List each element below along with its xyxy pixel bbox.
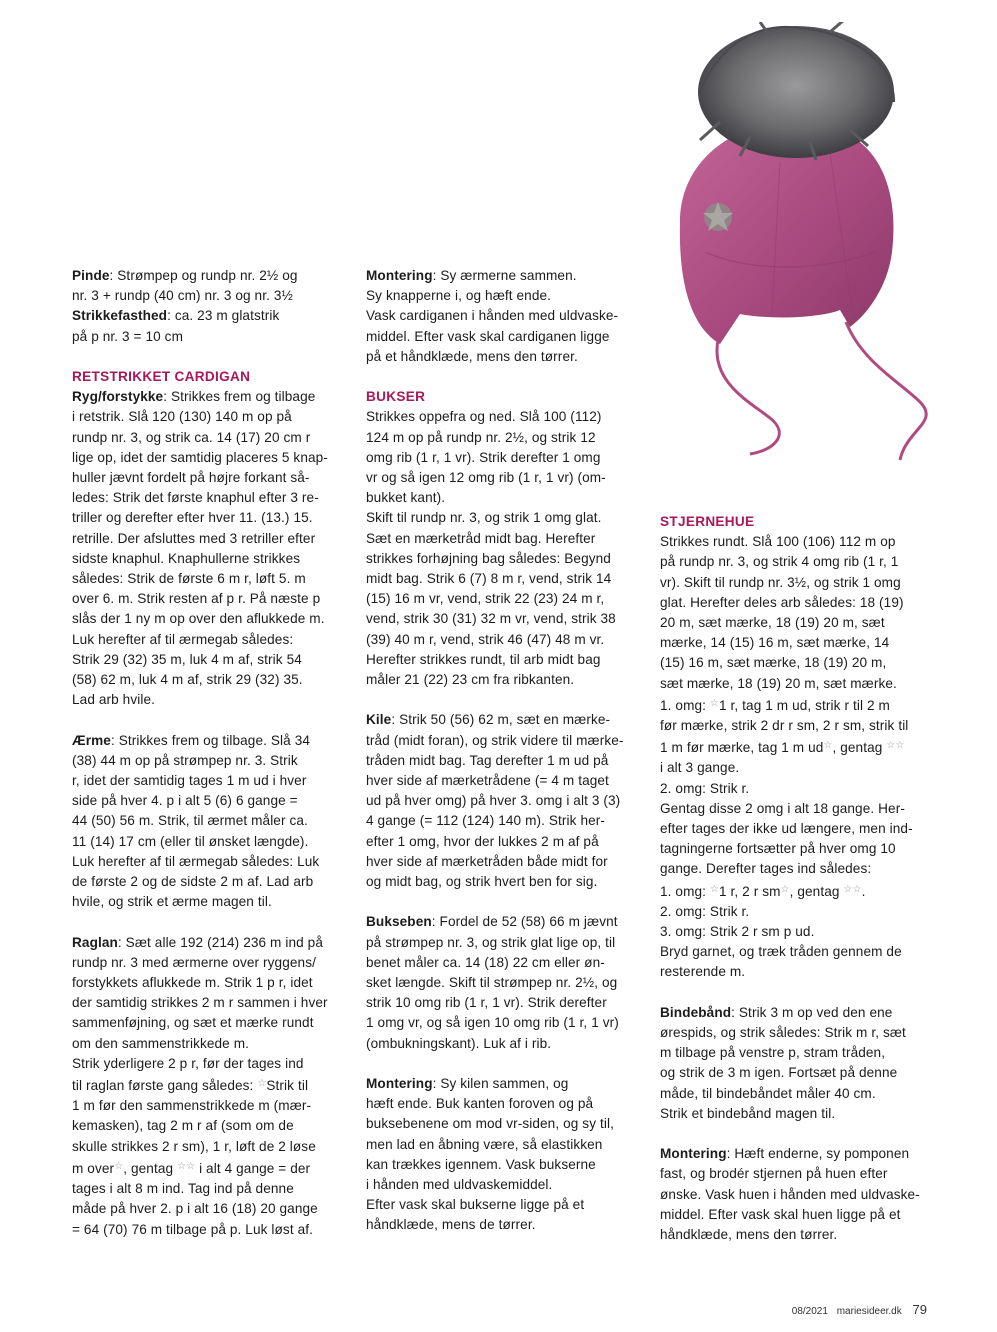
- website: mariesideer.dk: [836, 1306, 902, 1317]
- column-2: [366, 266, 638, 1256]
- aerme-paragraph: [72, 731, 350, 913]
- montering-label: Montering: [366, 268, 433, 283]
- page-footer: [792, 1302, 927, 1317]
- montering-text: : Sy ærmerne sammen. Sy knapperne i, og hæft ende. Vask cardiganen i hånden med uldvaske- middel. Efter vask skal cardiganen ligge på et håndklæde, mens den tørrer.: [366, 268, 619, 364]
- bukser-intro: Strikkes oppefra og ned. Slå 100 (112) 124 m op på rundp nr. 2½, og strik 12 omg rib (1 r, 1 vr). Strik derefter 1 omg vr og så igen 12 omg rib (1 r, 1 vr) (om- bukket kant). Skift til rundp nr. 3, og strik 1 omg glat. Sæt en mærketråd midt bag. Herefter strikkes forhøjning bag således: Begynd midt bag. Strik 6 (7) 8 m r, vend, strik 14 (15) 16 m vr, vend, strik 22 (23) 24 m r, vend, strik 30 (31) 32 m vr, vend, strik 38 (39) 40 m r, vend, strik 46 (47) 48 m vr. Herefter strikkes rundt, til arb midt bag måler 21 (22) 23 cm fra ribkanten.: [366, 409, 616, 688]
- raglan-paragraph: [72, 933, 350, 1240]
- cardigan-heading: RETSTRIKKET CARDIGAN: [72, 369, 251, 384]
- stjernehue-heading: STJERNEHUE: [660, 514, 755, 529]
- pompom: [698, 22, 894, 160]
- ryg-paragraph: [72, 387, 350, 710]
- montering-label: Montering: [660, 1146, 727, 1162]
- omg-text: .: [861, 883, 866, 899]
- hue-montering-paragraph: [660, 1144, 935, 1245]
- montering-label: Montering: [366, 1076, 433, 1092]
- double-star-icon: ☆☆: [843, 883, 862, 895]
- bindebaand-label: Bindebånd: [660, 1004, 732, 1020]
- aerme-text: : Strikkes frem og tilbage. Slå 34 (38) 44 m op på strømpep nr. 3. Strik r, idet der samtidig tages 1 m ud i hver side på hver 4. p i alt 5 (6) 6 gange = 44 (50) 56 m. Strik, til ærmet måler ca. 11 (14) 17 cm (eller til ønsket længde). Luk herefter af til ærmegab således: Luk de første 2 og de sidste 2 m af. Lad arb hvile, og strik et ærme magen til.: [72, 732, 320, 910]
- bukseben-paragraph: [366, 912, 638, 1053]
- cardigan-montering-paragraph: [366, 266, 638, 367]
- hat-tie-left: [717, 340, 779, 454]
- omg-text: , gentag: [789, 883, 844, 899]
- column-1: [72, 266, 350, 1260]
- kile-label: Kile: [366, 712, 392, 728]
- ryg-label: Ryg/forstykke: [72, 389, 164, 405]
- omg-text: 2. omg: Strik r.: [660, 780, 750, 796]
- raglan-text: Strik til 1 m før den sammenstrikkede m (mær- kemasken), tag 2 m r af (som om de skulle strikkes 2 r sm), 1 r, løft de 2 løse m over: [72, 1078, 316, 1176]
- materials-paragraph: [72, 266, 350, 347]
- bukser-heading: BUKSER: [366, 389, 426, 405]
- page-number: 79: [912, 1302, 927, 1317]
- omg-text: 3. omg: Strik 2 r sm p ud.: [660, 924, 815, 940]
- omg-text: , gentag: [832, 740, 887, 756]
- double-star-icon: ☆☆: [886, 740, 905, 752]
- raglan-text: , gentag: [123, 1160, 178, 1176]
- bryd-text: Bryd garnet, og træk tråden gennem de resterende m.: [660, 944, 902, 980]
- star-icon: ☆: [257, 1078, 267, 1090]
- omg-text: 1 r, 2 r sm: [719, 883, 781, 899]
- omg-text: 1 r, tag 1 m ud, strik r til 2 m før mærke, strik 2 dr r sm, 2 r sm, strik til 1 m før mærke, tag 1 m ud: [660, 697, 909, 756]
- fasthed-label: Strikkefasthed: [72, 308, 168, 324]
- issue-date: 08/2021: [791, 1306, 828, 1317]
- star-icon: ☆: [709, 883, 719, 895]
- bindebaand-paragraph: [660, 1003, 935, 1124]
- bukseben-text: : Fordel de 52 (58) 66 m jævnt på strømpep nr. 3, og strik glat lige op, til benet måler ca. 14 (18) 22 cm eller øn- sket længde. Skift til strømpep nr. 2½, og strik 10 omg rib (1 r, 1 vr). Strik derefter 1 omg vr, og så igen 10 omg rib (1 r, 1 vr) (ombukningskant). Luk af i rib.: [366, 914, 619, 1051]
- stjernehue-pattern: [660, 532, 935, 982]
- omg-text: 1. omg:: [660, 697, 710, 713]
- ryg-text: : Strikkes frem og tilbage i retstrik. Slå 120 (130) 140 m op på rundp nr. 3, og strik ca. 14 (17) 20 cm r lige op, idet der samtidig placeres 5 knap- huller jævnt fordelt på højre forkant så- ledes: Strik det første knaphul efter 3 re- triller og derefter efter hver 11. (13.) 15. retrille. Der afsluttes med 3 retriller efter sidste knaphul. Knaphullerne strikkes således: Strik de første 6 m r, løft 5. m over 6. m. Strik resten af p r. På næste p slås der 1 ny m op over den aflukkede m. Luk herefter af til ærmegab således: Strik 29 (32) 35 m, luk 4 m af, strik 54 (58) 62 m, luk 4 m af, strik 29 (32) 35. Lad arb hvile.: [72, 389, 328, 708]
- stjernehue-intro: Strikkes rundt. Slå 100 (106) 112 m op på rundp nr. 3, og strik 4 omg rib (1 r, 1 vr). Skift til rundp nr. 3½, og strik 1 omg glat. Herefter deles arb således: 18 (19) 20 m, sæt mærke, 18 (19) 20 m, sæt mærke, 14 (15) 16 m, sæt mærke, 14 (15) 16 m, sæt mærke, 18 (19) 20 m, sæt mærke, 18 (19) 20 m, sæt mærke.: [660, 534, 904, 691]
- bukseben-label: Bukseben: [366, 914, 432, 930]
- omg-text: 1. omg:: [660, 883, 710, 899]
- aerme-label: Ærme: [72, 732, 111, 748]
- raglan-text: : Sæt alle 192 (214) 236 m ind på rundp nr. 3 med ærmerne over ryggens/ forstykkets aflukkede m. Strik 1 p r, idet der samtidig strikkes 2 m r sammen i hver sammenføjning, og sæt et mærke rundt om den sammenstrikkede m. Strik yderligere 2 p r, før der tages ind til raglan første gang således:: [72, 934, 328, 1094]
- omg-text: 2. omg: Strik r.: [660, 903, 750, 919]
- double-star-icon: ☆☆: [177, 1160, 196, 1172]
- raglan-text: i alt 4 gange = der tages i alt 8 m ind. Tag ind på denne måde på hver 2. p i alt 16 (18) 20 gange = 64 (70) 76 m tilbage på p. Luk løst af.: [72, 1160, 318, 1237]
- star-icon: ☆: [114, 1160, 124, 1172]
- hat-tie-right: [846, 322, 926, 460]
- gentag-text: Gentag disse 2 omg i alt 18 gange. Her- efter tages der ikke ud længere, men ind- tagningerne fortsætter på hver omg 10 gange. Derefter tages ind således:: [660, 800, 913, 877]
- omg-text: i alt 3 gange.: [660, 760, 740, 776]
- kile-paragraph: [366, 710, 638, 892]
- hat-photo: [600, 22, 980, 482]
- pinde-label: Pinde: [72, 268, 110, 283]
- raglan-label: Raglan: [72, 934, 118, 950]
- star-icon: ☆: [823, 740, 833, 752]
- star-icon: ☆: [709, 697, 719, 709]
- column-3: [660, 512, 935, 1265]
- montering-text: : Sy kilen sammen, og hæft ende. Buk kanten foroven og på buksebenene om mod vr-siden, og sy til, men lad en åbning være, så elastikken kan trækkes igennem. Vask bukserne i hånden med uldvaskemiddel. Efter vask skal bukserne ligge på et håndklæde, mens de tørrer.: [366, 1076, 614, 1233]
- bukser-montering-paragraph: [366, 1074, 638, 1236]
- pinde-text: : Strømpep og rundp nr. 2½ og nr. 3 + rundp (40 cm) nr. 3 og nr. 3½: [72, 268, 298, 304]
- kile-text: : Strik 50 (56) 62 m, sæt en mærke- tråd (midt foran), og strik videre til mærke- tråden midt bag. Tag derefter 1 m ud på hver side af mærketrådene (= 4 m taget ud på hver omg) på hver 3. omg i alt 3 (3) 4 gange (= 112 (124) 140 m). Strik her- efter 1 omg, hvor der lukkes 2 m af på hver side af mærketråden både midt for og midt bag, og strik hvert ben for sig.: [366, 712, 624, 890]
- bindebaand-text: : Strik 3 m op ved den ene ørespids, og strik således: Strik m r, sæt m tilbage på venstre p, stram tråden, og strik de 3 m igen. Fortsæt på denne måde, til bindebåndet måler 40 cm. Strik et bindebånd magen til.: [660, 1004, 906, 1121]
- star-icon: ☆: [780, 883, 790, 895]
- fasthed-text: : ca. 23 m glatstrik på p nr. 3 = 10 cm: [72, 308, 280, 344]
- montering-text: : Hæft enderne, sy pomponen fast, og brodér stjernen på huen efter ønske. Vask huen i hånden med uldvaske- middel. Efter vask skal huen ligge på et håndklæde, mens den tørrer.: [660, 1146, 920, 1243]
